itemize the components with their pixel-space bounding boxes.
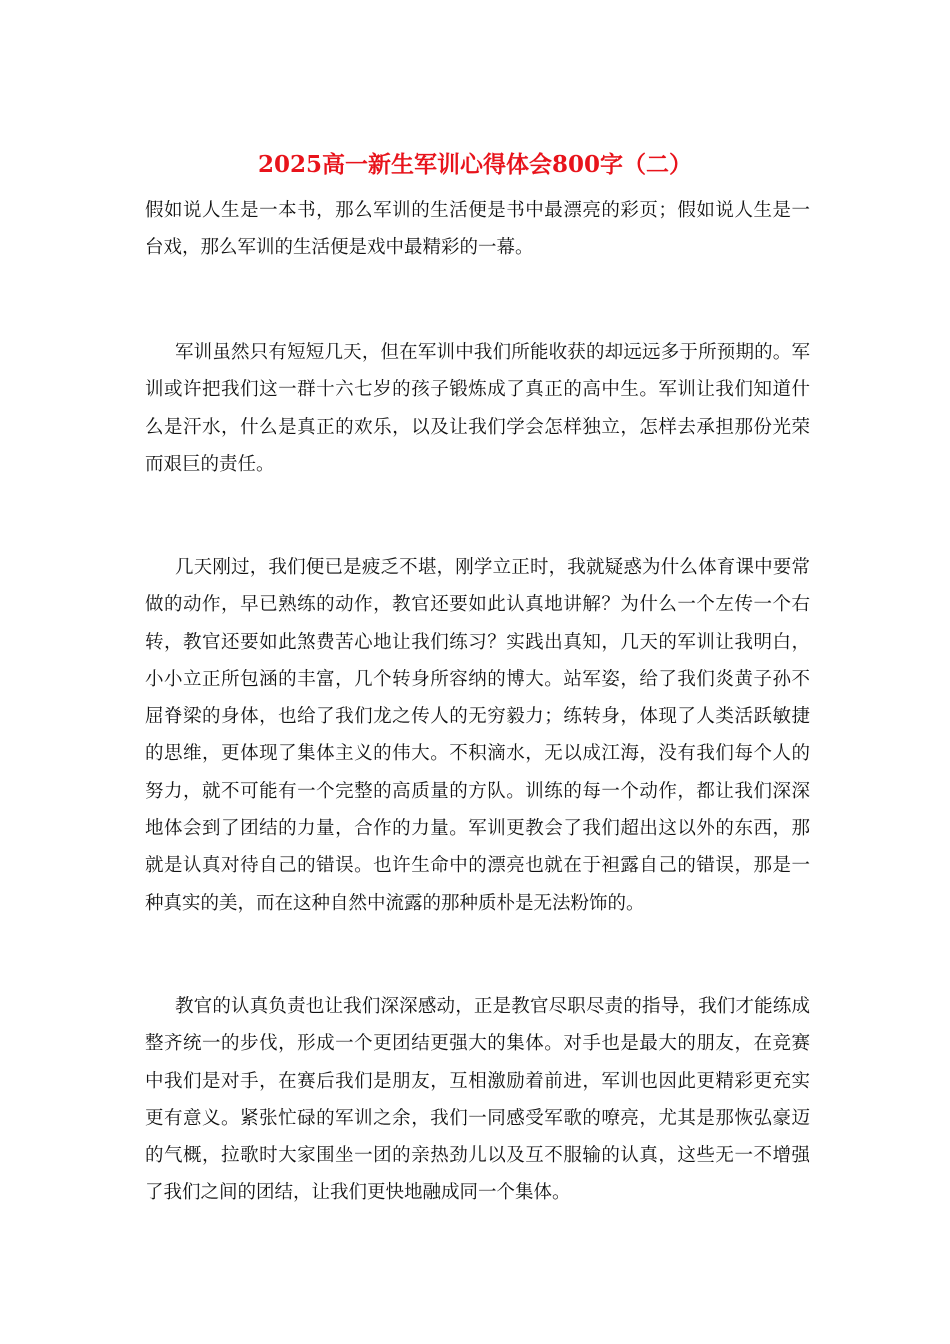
paragraph-3: 几天刚过，我们便已是疲乏不堪，刚学立正时，我就疑惑为什么体育课中要常做的动作，早已熟练的动作，教官还要如此认真地讲解？为什么一个左传一个右转，教官还要如此煞费苦心地让我们练习？实践出真知，几天的军训让我明白，小小立正所包涵的丰富，几个转身所容纳的博大。站军姿，给了我们炎黄子孙不屈脊梁的身体，也给了我们龙之传人的无穷毅力；练转身，体现了人类活跃敏捷的思维，更体现了集体主义的伟大。不积滴水，无以成江海，没有我们每个人的努力，就不可能有一个完整的高质量的方队。训练的每一个动作，都让我们深深地体会到了团结的力量，合作的力量。军训更教会了我们超出这以外的东西，那就是认真对待自己的错误。也许生命中的漂亮也就在于袒露自己的错误，那是一种真实的美，而在这种自然中流露的那种质朴是无法粉饰的。	[145, 557, 810, 914]
document-title: 2025高一新生军训心得体会800字（二）	[257, 151, 693, 178]
paragraph-1: 假如说人生是一本书，那么军训的生活便是书中最漂亮的彩页；假如说人生是一台戏，那么军训的生活便是戏中最精彩的一幕。	[145, 200, 810, 259]
paragraph-4: 教官的认真负责也让我们深深感动，正是教官尽职尽责的指导，我们才能练成整齐统一的步伐，形成一个更团结更强大的集体。对手也是最大的朋友，在竞赛中我们是对手，在赛后我们是朋友，互相激励着前进，军训也因此更精彩更充实更有意义。紧张忙碌的军训之余，我们一同感受军歌的嘹亮，尤其是那恢弘豪迈的气概，拉歌时大家围坐一团的亲热劲儿以及互不服输的认真，这些无一不增强了我们之间的团结，让我们更快地融成同一个集体。	[145, 996, 810, 1204]
paragraph-2: 军训虽然只有短短几天，但在军训中我们所能收获的却远远多于所预期的。军训或许把我们这一群十六七岁的孩子锻炼成了真正的高中生。军训让我们知道什么是汗水，什么是真正的欢乐，以及让我们学会怎样独立，怎样去承担那份光荣而艰巨的责任。	[145, 342, 810, 475]
